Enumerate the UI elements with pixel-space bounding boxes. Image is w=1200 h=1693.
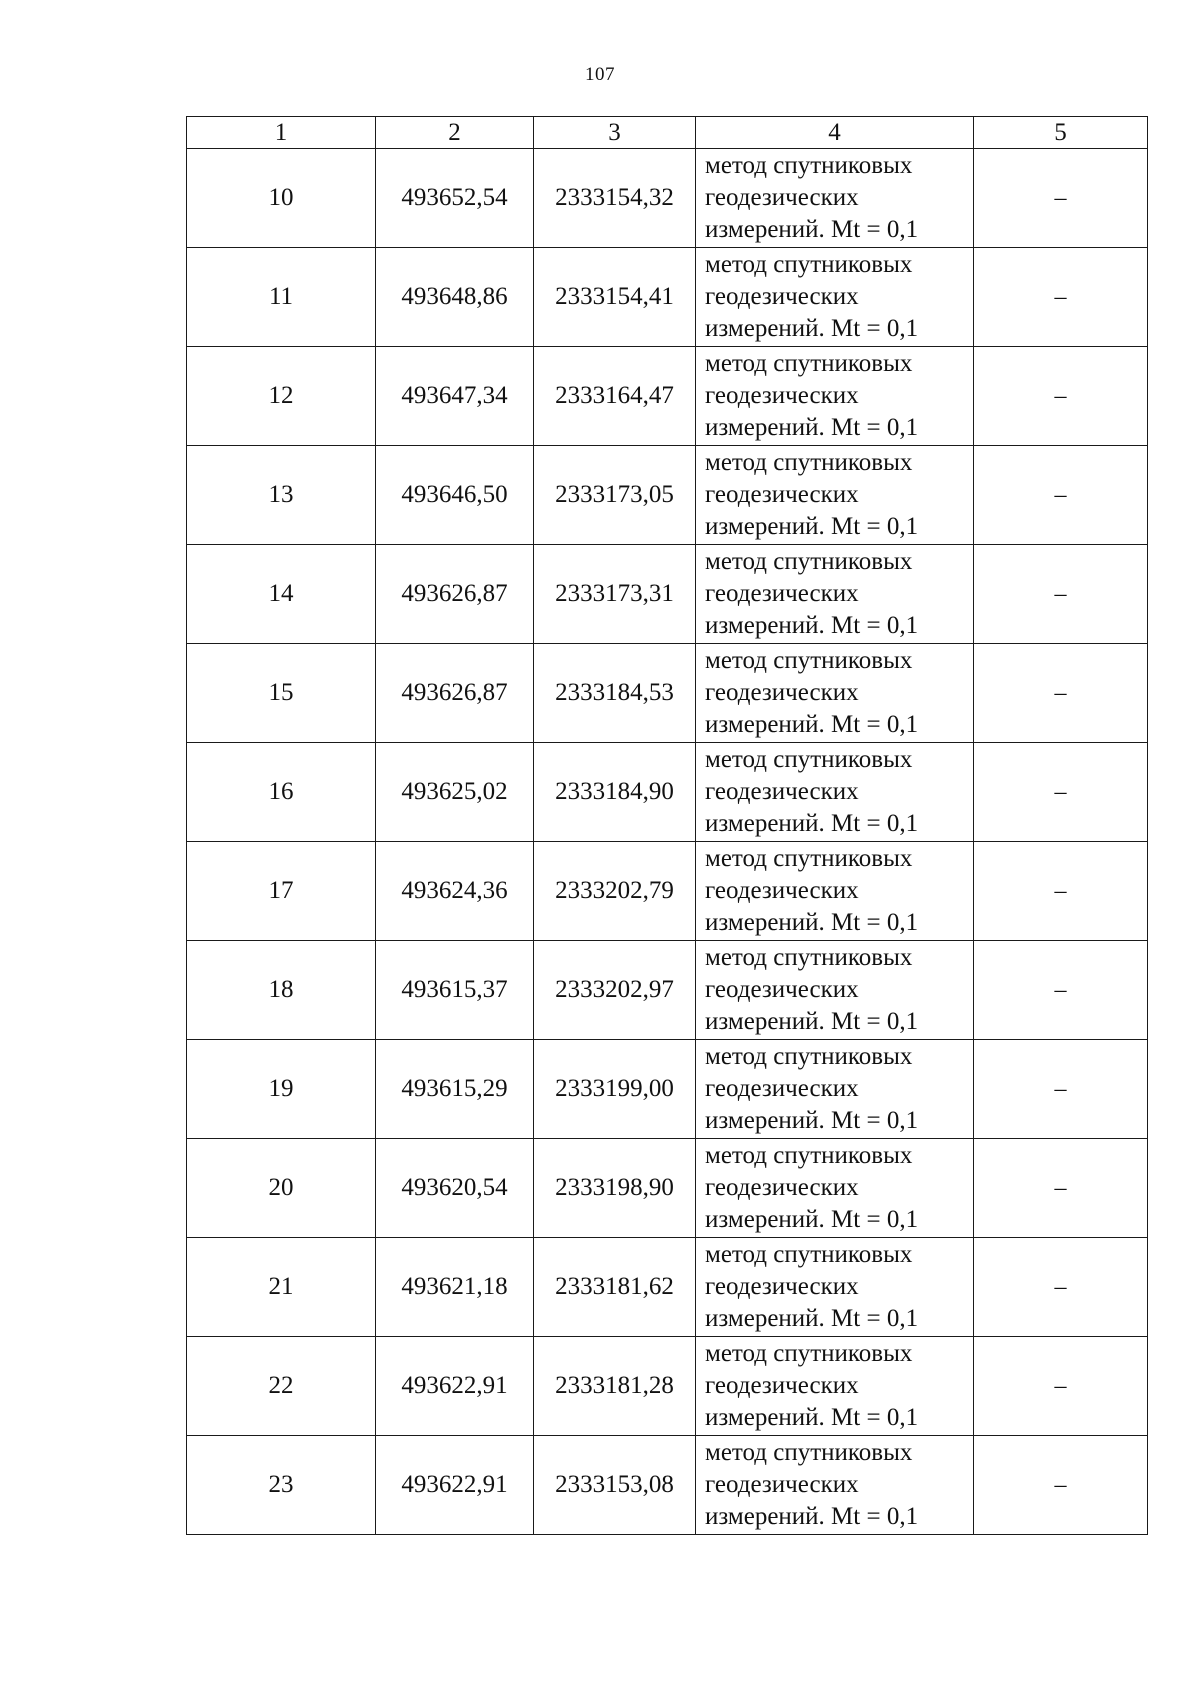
note-cell: – [974, 545, 1148, 644]
method-line: метод спутниковых [705, 350, 913, 377]
table-row [187, 1139, 1148, 1238]
y-coordinate-cell: 2333181,62 [534, 1238, 696, 1337]
table-row [187, 941, 1148, 1040]
table-row [187, 446, 1148, 545]
method-cell [696, 1139, 974, 1238]
method-line: метод спутниковых [705, 449, 913, 476]
y-coordinate-cell: 2333199,00 [534, 1040, 696, 1139]
note-cell: – [974, 743, 1148, 842]
table-row [187, 347, 1148, 446]
table-row [187, 545, 1148, 644]
y-coordinate-cell: 2333198,90 [534, 1139, 696, 1238]
point-number-cell: 10 [187, 149, 376, 248]
method-line: метод спутниковых [705, 1340, 913, 1367]
method-line: измерений. Mt = 0,1 [705, 810, 919, 837]
y-coordinate-cell: 2333181,28 [534, 1337, 696, 1436]
method-cell [696, 149, 974, 248]
point-number-cell: 21 [187, 1238, 376, 1337]
table-row [187, 842, 1148, 941]
method-line: геодезических [705, 283, 859, 310]
y-coordinate-cell: 2333154,32 [534, 149, 696, 248]
header-cell-4: 4 [696, 117, 974, 149]
table-row [187, 1436, 1148, 1535]
method-cell [696, 347, 974, 446]
header-cell-3: 3 [534, 117, 696, 149]
note-cell: – [974, 1139, 1148, 1238]
method-line: измерений. Mt = 0,1 [705, 216, 919, 243]
method-line: метод спутниковых [705, 152, 913, 179]
table-body [187, 117, 1148, 1535]
method-line: измерений. Mt = 0,1 [705, 1008, 919, 1035]
point-number-cell: 13 [187, 446, 376, 545]
method-line: геодезических [705, 184, 859, 211]
table-row [187, 1040, 1148, 1139]
method-line: геодезических [705, 382, 859, 409]
point-number-cell: 22 [187, 1337, 376, 1436]
x-coordinate-cell: 493622,91 [376, 1436, 534, 1535]
note-cell: – [974, 347, 1148, 446]
point-number-cell: 23 [187, 1436, 376, 1535]
table-header-row [187, 117, 1148, 149]
note-cell: – [974, 1337, 1148, 1436]
table-row [187, 743, 1148, 842]
method-line: измерений. Mt = 0,1 [705, 1206, 919, 1233]
method-line: метод спутниковых [705, 251, 913, 278]
header-cell-2: 2 [376, 117, 534, 149]
note-cell: – [974, 842, 1148, 941]
method-line: геодезических [705, 1075, 859, 1102]
point-number-cell: 16 [187, 743, 376, 842]
method-line: геодезических [705, 976, 859, 1003]
method-line: геодезических [705, 1174, 859, 1201]
note-cell: – [974, 1436, 1148, 1535]
x-coordinate-cell: 493624,36 [376, 842, 534, 941]
method-line: измерений. Mt = 0,1 [705, 1404, 919, 1431]
method-line: измерений. Mt = 0,1 [705, 513, 919, 540]
x-coordinate-cell: 493620,54 [376, 1139, 534, 1238]
note-cell: – [974, 1040, 1148, 1139]
method-line: метод спутниковых [705, 548, 913, 575]
method-line: геодезических [705, 580, 859, 607]
point-number-cell: 17 [187, 842, 376, 941]
coordinates-table [186, 116, 1148, 1535]
page-number: 107 [585, 64, 615, 85]
y-coordinate-cell: 2333154,41 [534, 248, 696, 347]
point-number-cell: 12 [187, 347, 376, 446]
x-coordinate-cell: 493615,37 [376, 941, 534, 1040]
method-line: измерений. Mt = 0,1 [705, 315, 919, 342]
note-cell: – [974, 446, 1148, 545]
table-row [187, 248, 1148, 347]
method-line: измерений. Mt = 0,1 [705, 1503, 919, 1530]
point-number-cell: 20 [187, 1139, 376, 1238]
x-coordinate-cell: 493646,50 [376, 446, 534, 545]
x-coordinate-cell: 493615,29 [376, 1040, 534, 1139]
method-line: геодезических [705, 1273, 859, 1300]
method-cell [696, 1436, 974, 1535]
method-line: метод спутниковых [705, 1439, 913, 1466]
y-coordinate-cell: 2333173,05 [534, 446, 696, 545]
header-cell-5: 5 [974, 117, 1148, 149]
note-cell: – [974, 644, 1148, 743]
header-cell-1: 1 [187, 117, 376, 149]
note-cell: – [974, 149, 1148, 248]
method-line: геодезических [705, 778, 859, 805]
method-cell [696, 248, 974, 347]
method-line: геодезических [705, 481, 859, 508]
method-cell [696, 842, 974, 941]
method-cell [696, 545, 974, 644]
x-coordinate-cell: 493626,87 [376, 644, 534, 743]
note-cell: – [974, 1238, 1148, 1337]
point-number-cell: 18 [187, 941, 376, 1040]
method-line: метод спутниковых [705, 1043, 913, 1070]
y-coordinate-cell: 2333202,79 [534, 842, 696, 941]
x-coordinate-cell: 493622,91 [376, 1337, 534, 1436]
method-line: измерений. Mt = 0,1 [705, 1305, 919, 1332]
y-coordinate-cell: 2333184,53 [534, 644, 696, 743]
method-line: метод спутниковых [705, 944, 913, 971]
method-line: измерений. Mt = 0,1 [705, 909, 919, 936]
y-coordinate-cell: 2333184,90 [534, 743, 696, 842]
method-line: метод спутниковых [705, 746, 913, 773]
note-cell: – [974, 248, 1148, 347]
method-line: геодезических [705, 679, 859, 706]
table-row [187, 1238, 1148, 1337]
method-line: измерений. Mt = 0,1 [705, 1107, 919, 1134]
y-coordinate-cell: 2333164,47 [534, 347, 696, 446]
x-coordinate-cell: 493647,34 [376, 347, 534, 446]
method-line: измерений. Mt = 0,1 [705, 414, 919, 441]
method-line: геодезических [705, 1471, 859, 1498]
x-coordinate-cell: 493626,87 [376, 545, 534, 644]
point-number-cell: 19 [187, 1040, 376, 1139]
y-coordinate-cell: 2333173,31 [534, 545, 696, 644]
method-line: метод спутниковых [705, 845, 913, 872]
note-cell: – [974, 941, 1148, 1040]
x-coordinate-cell: 493648,86 [376, 248, 534, 347]
method-cell [696, 446, 974, 545]
point-number-cell: 14 [187, 545, 376, 644]
x-coordinate-cell: 493621,18 [376, 1238, 534, 1337]
method-cell [696, 644, 974, 743]
method-line: геодезических [705, 877, 859, 904]
method-line: геодезических [705, 1372, 859, 1399]
x-coordinate-cell: 493652,54 [376, 149, 534, 248]
method-line: метод спутниковых [705, 1142, 913, 1169]
point-number-cell: 11 [187, 248, 376, 347]
x-coordinate-cell: 493625,02 [376, 743, 534, 842]
method-line: метод спутниковых [705, 1241, 913, 1268]
method-cell [696, 941, 974, 1040]
method-cell [696, 1337, 974, 1436]
method-line: метод спутниковых [705, 647, 913, 674]
table-row [187, 1337, 1148, 1436]
table-row [187, 149, 1148, 248]
method-line: измерений. Mt = 0,1 [705, 612, 919, 639]
method-cell [696, 743, 974, 842]
table-row [187, 644, 1148, 743]
point-number-cell: 15 [187, 644, 376, 743]
y-coordinate-cell: 2333153,08 [534, 1436, 696, 1535]
method-cell [696, 1238, 974, 1337]
method-cell [696, 1040, 974, 1139]
y-coordinate-cell: 2333202,97 [534, 941, 696, 1040]
method-line: измерений. Mt = 0,1 [705, 711, 919, 738]
